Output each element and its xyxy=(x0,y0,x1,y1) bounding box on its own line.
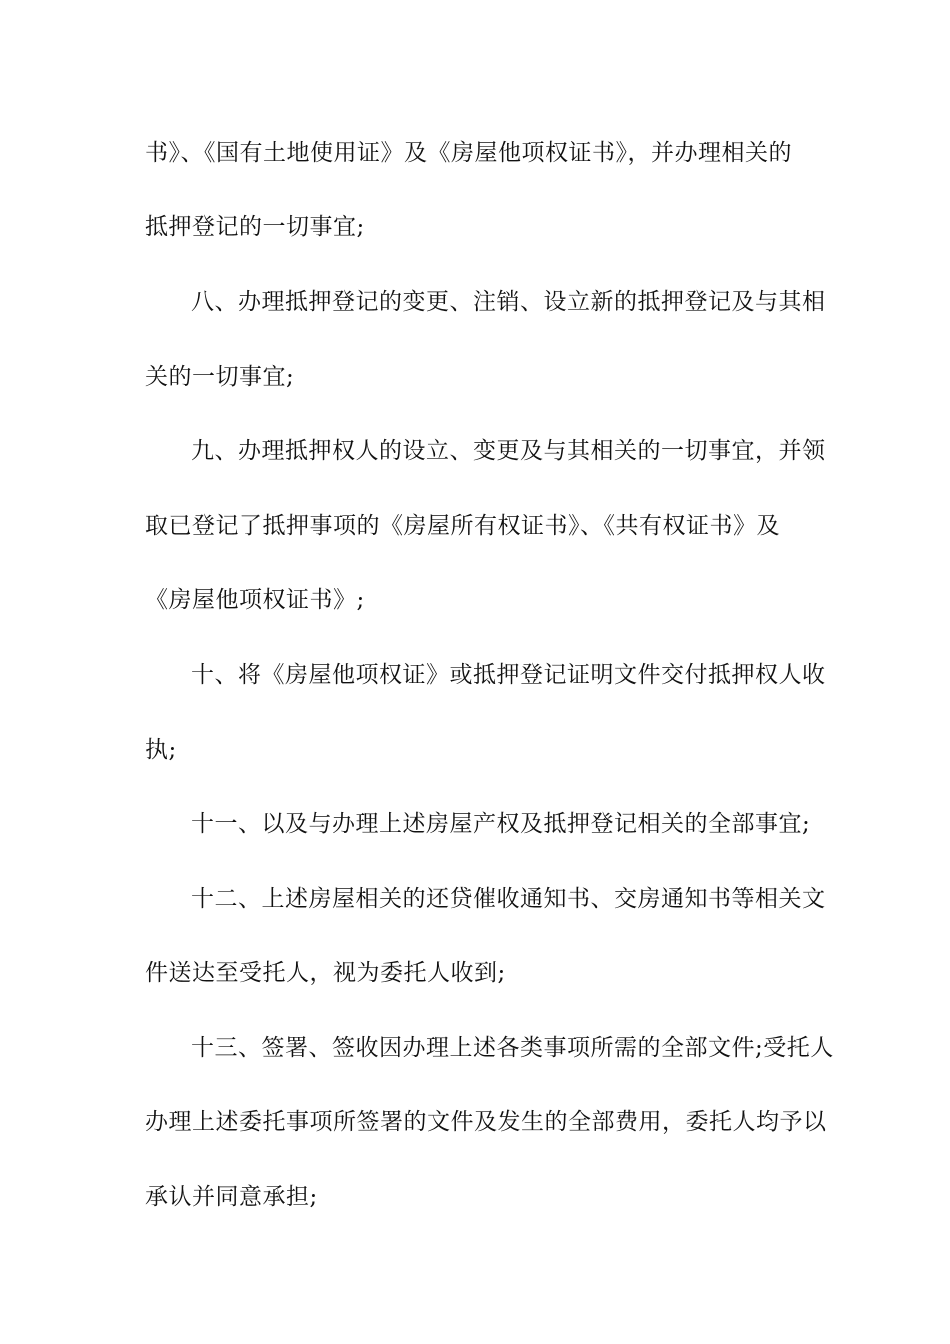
clause-11-line-1: 十一、以及与办理上述房屋产权及抵押登记相关的全部事宜; xyxy=(191,811,811,837)
clause-9-line-2: 取已登记了抵押事项的《房屋所有权证书》、《共有权证书》及 xyxy=(145,513,780,539)
clause-12-line-2: 件送达至受托人，视为委托人收到; xyxy=(145,960,506,986)
clause-10-line-2: 执; xyxy=(145,737,177,763)
clause-13-line-3: 承认并同意承担; xyxy=(145,1184,318,1210)
clause-9-line-1: 九、办理抵押权人的设立、变更及与其相关的一切事宜，并领 xyxy=(191,438,826,464)
clause-10-line-1: 十、将《房屋他项权证》或抵押登记证明文件交付抵押权人收 xyxy=(191,662,826,688)
text-line-1: 书》、《国有土地使用证》及《房屋他项权证书》，并办理相关的 xyxy=(145,140,792,166)
clause-8-line-2: 关的一切事宜; xyxy=(145,364,295,390)
clause-13-line-1: 十三、签署、签收因办理上述各类事项所需的全部文件;受托人 xyxy=(191,1035,834,1061)
clause-8-line-1: 八、办理抵押登记的变更、注销、设立新的抵押登记及与其相 xyxy=(191,289,826,315)
clause-12-line-1: 十二、上述房屋相关的还贷催收通知书、交房通知书等相关文 xyxy=(191,886,826,912)
clause-13-line-2: 办理上述委托事项所签署的文件及发生的全部费用，委托人均予以 xyxy=(145,1109,827,1135)
text-line-2: 抵押登记的一切事宜; xyxy=(145,214,365,240)
clause-9-line-3: 《房屋他项权证书》; xyxy=(145,587,365,613)
